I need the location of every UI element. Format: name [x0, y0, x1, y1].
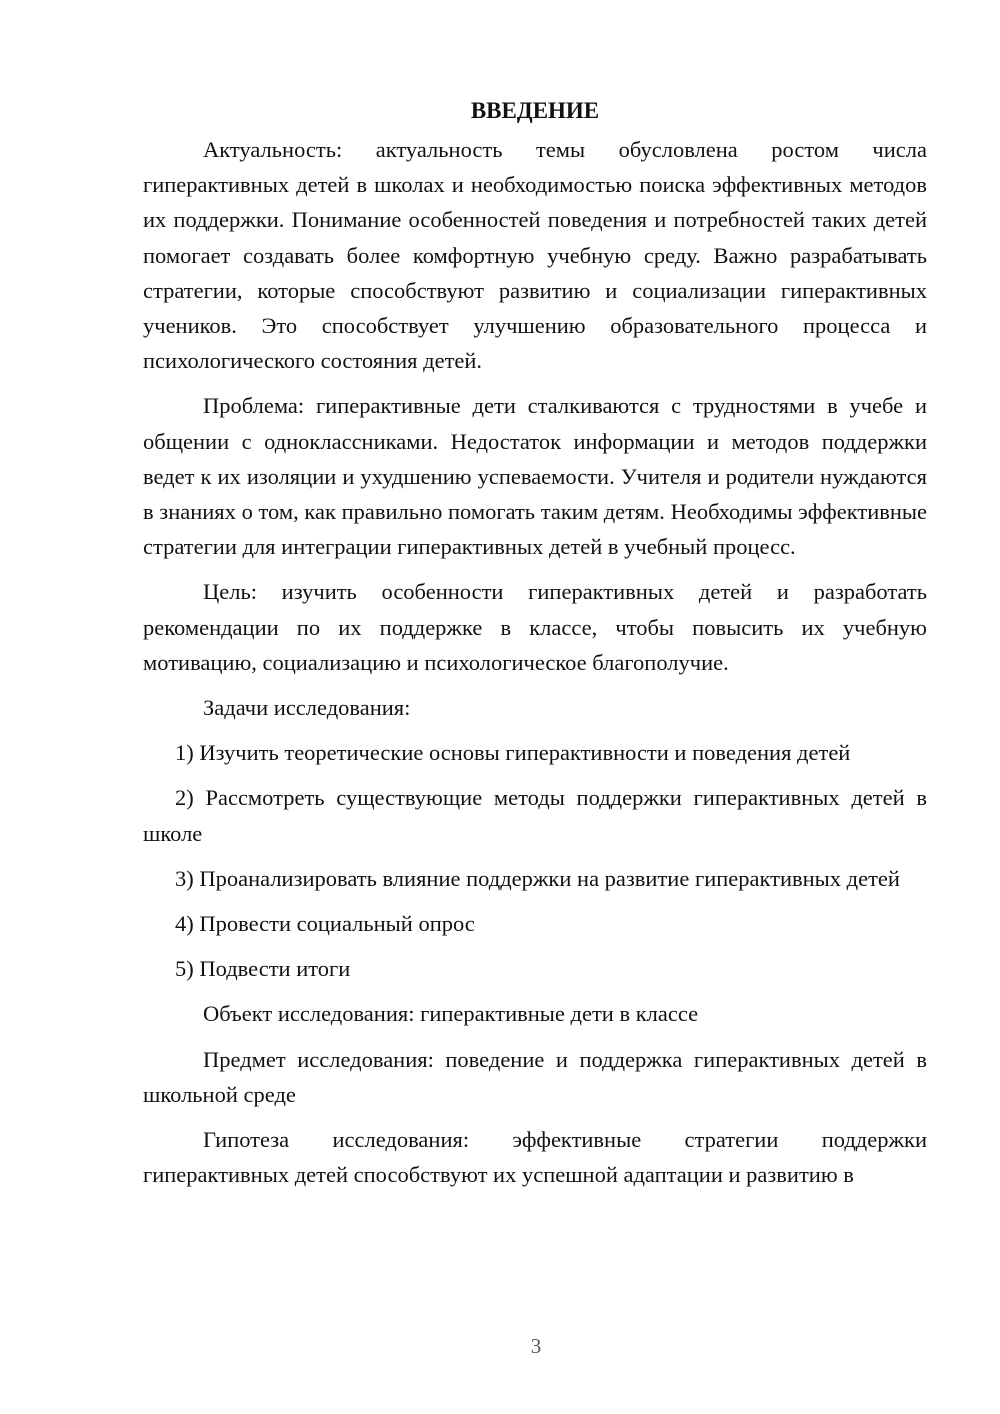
paragraph-problem: Проблема: гиперактивные дети сталкиваются с трудностями в учебе и общении с одноклассниками. Недостаток информации и методов поддержки ведет к их изоляции и ухудшению успеваемости. Учителя и родители нуждаются в знаниях о том, как правильно помогать таким детям. Необходимы эффективные стратегии для интеграции гиперактивных детей в учебный процесс. [143, 393, 927, 560]
page-number: 3 [530, 1334, 542, 1358]
document-page [143, 93, 927, 1202]
section-heading: ВВЕДЕНИЕ [470, 98, 600, 123]
paragraph-hypothesis: Гипотеза исследования: эффективные стратегии поддержки гиперактивных детей способствуют их успешной адаптации и развитию в [143, 1127, 927, 1188]
tasks-title: Задачи исследования: [203, 695, 411, 721]
task-item-2: 2) Рассмотреть существующие методы поддержки гиперактивных детей в школе [143, 785, 927, 846]
paragraph-relevance: Актуальность: актуальность темы обусловлена ростом числа гиперактивных детей в школах и необходимостью поиска эффективных методов их поддержки. Понимание особенностей поведения и потребностей таких детей помогает создавать более комфортную учебную среду. Важно разрабатывать стратегии, которые способствуют развитию и социализации гиперактивных учеников. Это способствует улучшению образовательного процесса и психологического состояния детей. [143, 137, 927, 374]
paragraph-goal: Цель: изучить особенности гиперактивных детей и разработать рекомендации по их поддержке в классе, чтобы повысить их учебную мотивацию, социализацию и психологическое благополучие. [143, 579, 927, 675]
task-item-3: 3) Проанализировать влияние поддержки на развитие гиперактивных детей [175, 865, 900, 891]
paragraph-object: Объект исследования: гиперактивные дети в классе [203, 1001, 699, 1027]
task-item-5: 5) Подвести итоги [175, 956, 351, 982]
paragraph-subject: Предмет исследования: поведение и поддержка гиперактивных детей в школьной среде [143, 1046, 927, 1107]
task-item-1: 1) Изучить теоретические основы гиперактивности и поведения детей [175, 740, 851, 766]
task-item-4: 4) Провести социальный опрос [175, 911, 475, 937]
